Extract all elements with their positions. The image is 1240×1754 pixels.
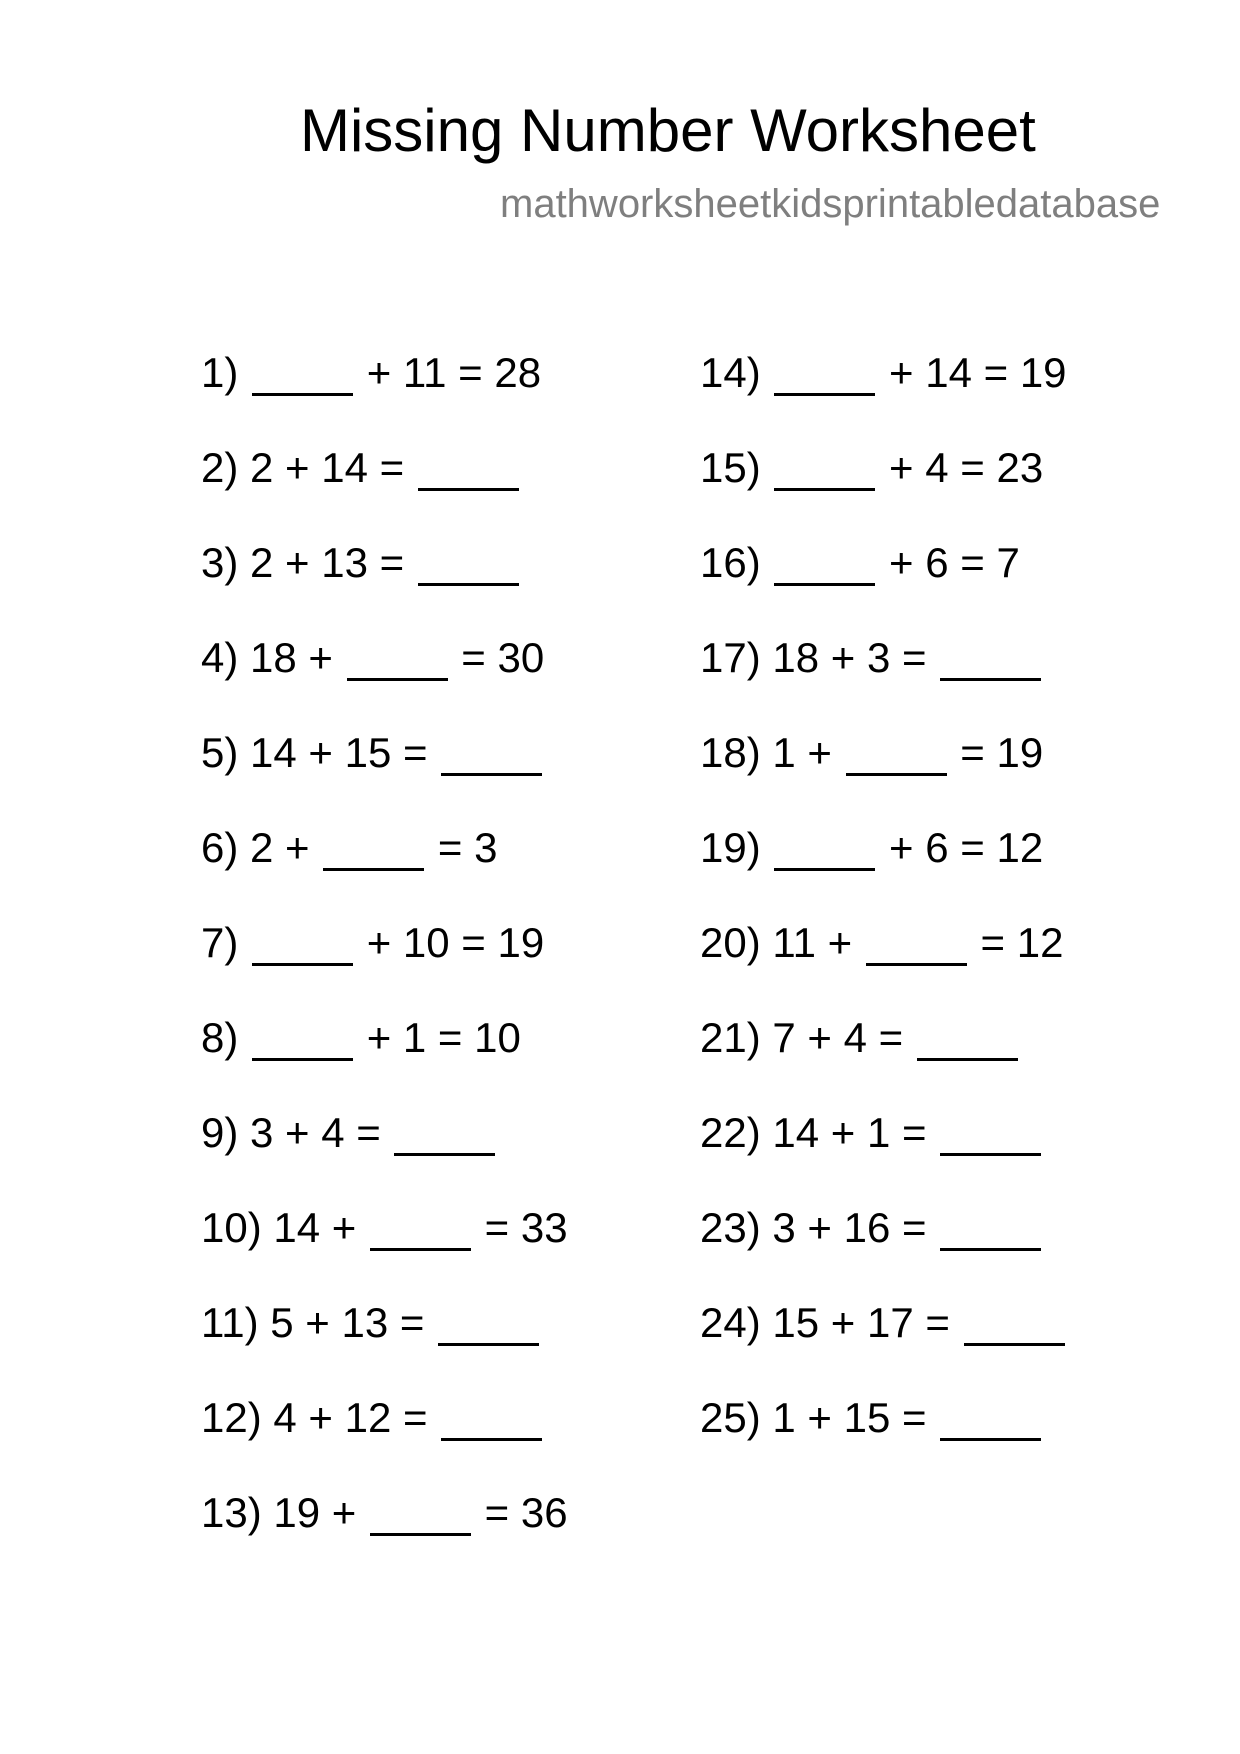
- problem-expression: + 6 = 7: [889, 539, 1020, 586]
- problem-expression: 15 + 17 =: [772, 1299, 950, 1346]
- answer-blank[interactable]: [774, 545, 875, 586]
- answer-blank[interactable]: [866, 925, 967, 966]
- worksheet-title: Missing Number Worksheet: [300, 97, 1036, 164]
- problem-expression: 14 + 15 =: [250, 729, 428, 776]
- problem-expression: = 30: [461, 634, 545, 681]
- problem-expression: = 3: [437, 824, 498, 871]
- answer-blank[interactable]: [323, 830, 424, 871]
- problem-18: [700, 729, 1044, 776]
- problem-expression: + 10 = 19: [366, 919, 545, 966]
- problem-expression: = 33: [484, 1204, 568, 1251]
- problem-number: 20): [700, 919, 773, 966]
- problem-number: 11): [201, 1299, 271, 1346]
- answer-blank[interactable]: [940, 1400, 1041, 1441]
- problem-16: [700, 539, 1020, 586]
- answer-blank[interactable]: [441, 1400, 542, 1441]
- answer-blank[interactable]: [774, 355, 875, 396]
- answer-blank[interactable]: [252, 1020, 353, 1061]
- problem-13: [201, 1489, 568, 1536]
- answer-blank[interactable]: [774, 450, 875, 491]
- answer-blank[interactable]: [846, 735, 947, 776]
- problem-expression: 3 + 4 =: [250, 1109, 381, 1156]
- problem-expression: 18 +: [250, 634, 333, 681]
- problem-number: 25): [700, 1394, 773, 1441]
- problem-number: 2): [201, 444, 251, 491]
- problem-number: 21): [700, 1014, 773, 1061]
- problem-number: 22): [700, 1109, 773, 1156]
- problem-10: [201, 1204, 568, 1251]
- problem-number: 3): [201, 539, 251, 586]
- answer-blank[interactable]: [252, 355, 353, 396]
- answer-blank[interactable]: [774, 830, 875, 871]
- answer-blank[interactable]: [370, 1495, 471, 1536]
- problem-number: 13): [201, 1489, 274, 1536]
- problem-expression: 2 +: [250, 824, 310, 871]
- problem-expression: 1 +: [772, 729, 832, 776]
- problem-number: 8): [201, 1014, 251, 1061]
- answer-blank[interactable]: [964, 1305, 1065, 1346]
- problem-12: [201, 1394, 544, 1441]
- answer-blank[interactable]: [418, 450, 519, 491]
- answer-blank[interactable]: [940, 640, 1041, 681]
- problem-number: 17): [700, 634, 773, 681]
- problem-1: [201, 349, 542, 396]
- problem-expression: 11 +: [772, 919, 853, 966]
- answer-blank[interactable]: [370, 1210, 471, 1251]
- problem-expression: 3 + 16 =: [772, 1204, 927, 1251]
- problem-expression: = 19: [960, 729, 1044, 776]
- problem-2: [201, 444, 521, 491]
- problem-expression: 2 + 14 =: [250, 444, 405, 491]
- answer-blank[interactable]: [394, 1115, 495, 1156]
- problem-19: [700, 824, 1044, 871]
- problem-expression: + 4 = 23: [889, 444, 1044, 491]
- problem-number: 24): [700, 1299, 773, 1346]
- problem-number: 1): [201, 349, 251, 396]
- problem-expression: + 11 = 28: [366, 349, 542, 396]
- answer-blank[interactable]: [438, 1305, 539, 1346]
- problem-5: [201, 729, 544, 776]
- problem-expression: = 36: [484, 1489, 568, 1536]
- problem-expression: 5 + 13 =: [270, 1299, 425, 1346]
- problem-4: [201, 634, 545, 681]
- problem-expression: 2 + 13 =: [250, 539, 405, 586]
- problem-24: [700, 1299, 1067, 1346]
- answer-blank[interactable]: [940, 1210, 1041, 1251]
- problem-expression: + 14 = 19: [889, 349, 1067, 396]
- problem-expression: 4 + 12 =: [273, 1394, 428, 1441]
- problem-number: 23): [700, 1204, 773, 1251]
- problem-number: 5): [201, 729, 251, 776]
- problem-25: [700, 1394, 1043, 1441]
- problem-number: 10): [201, 1204, 274, 1251]
- problem-23: [700, 1204, 1043, 1251]
- problem-expression: 7 + 4 =: [772, 1014, 904, 1061]
- problem-17: [700, 634, 1043, 681]
- problem-number: 6): [201, 824, 251, 871]
- problem-21: [700, 1014, 1020, 1061]
- problem-number: 9): [201, 1109, 251, 1156]
- problem-number: 19): [700, 824, 773, 871]
- problem-number: 14): [700, 349, 773, 396]
- problem-expression: 1 + 15 =: [772, 1394, 927, 1441]
- problem-number: 12): [201, 1394, 274, 1441]
- answer-blank[interactable]: [940, 1115, 1041, 1156]
- problem-number: 18): [700, 729, 773, 776]
- problem-20: [700, 919, 1064, 966]
- answer-blank[interactable]: [347, 640, 448, 681]
- problem-expression: 19 +: [273, 1489, 357, 1536]
- problem-22: [700, 1109, 1043, 1156]
- problem-7: [201, 919, 545, 966]
- problem-6: [201, 824, 498, 871]
- answer-blank[interactable]: [418, 545, 519, 586]
- problem-expression: + 1 = 10: [366, 1014, 521, 1061]
- problem-11: [201, 1299, 541, 1346]
- problem-number: 16): [700, 539, 773, 586]
- problem-14: [700, 349, 1067, 396]
- problem-8: [201, 1014, 521, 1061]
- problem-number: 7): [201, 919, 251, 966]
- problem-expression: 14 +: [273, 1204, 357, 1251]
- problem-number: 4): [201, 634, 251, 681]
- answer-blank[interactable]: [252, 925, 353, 966]
- problem-expression: 14 + 1 =: [772, 1109, 927, 1156]
- answer-blank[interactable]: [441, 735, 542, 776]
- problem-9: [201, 1109, 497, 1156]
- problem-expression: = 12: [980, 919, 1064, 966]
- problem-expression: + 6 = 12: [889, 824, 1044, 871]
- problem-15: [700, 444, 1044, 491]
- worksheet-source-watermark: mathworksheetkidsprintabledatabase: [500, 182, 1161, 226]
- problem-number: 15): [700, 444, 773, 491]
- problem-expression: 18 + 3 =: [772, 634, 927, 681]
- problem-3: [201, 539, 521, 586]
- answer-blank[interactable]: [917, 1020, 1018, 1061]
